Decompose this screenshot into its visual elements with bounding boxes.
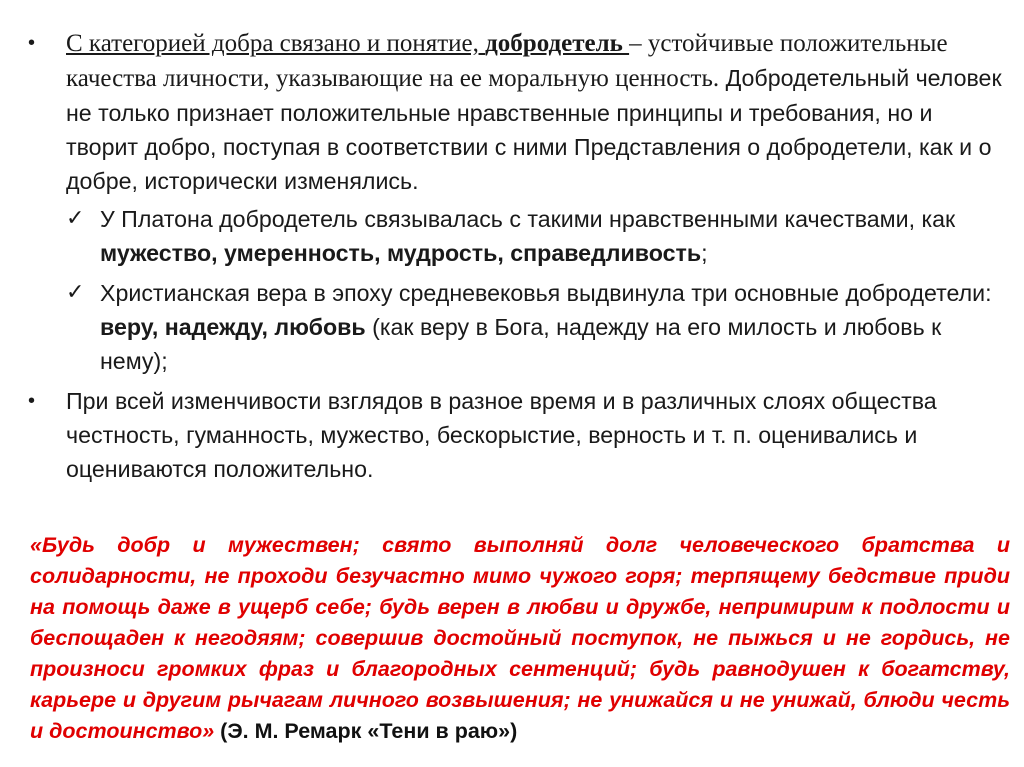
christian-virtues: веру, надежду, любовь xyxy=(100,314,366,340)
christian-text: Христианская вера в эпоху средневековья выдвинула три основные добродетели: xyxy=(100,280,992,306)
definition-lead: С категорией добра связано и понятие, xyxy=(66,30,486,57)
sub-item-christian xyxy=(66,276,1004,378)
bullet-icon: • xyxy=(28,390,36,412)
list-item-virtue-definition xyxy=(28,26,1004,378)
definition-text: – устойчивые положительные качества личности, указывающие на ее моральную ценность. xyxy=(66,30,948,92)
sub-item-plato xyxy=(66,202,1004,270)
remarque-quote xyxy=(30,530,1010,747)
definition-term: добродетель xyxy=(485,30,630,57)
plato-text: У Платона добродетель связывалась с такими нравственными качествами, как xyxy=(100,206,956,232)
plato-end: ; xyxy=(701,240,708,266)
list-item-values xyxy=(28,384,1004,486)
checkmark-icon: ✓ xyxy=(66,206,85,231)
plato-virtues: мужество, умеренность, мудрость, справедливость xyxy=(100,240,702,266)
values-text: При всей изменчивости взглядов в разное время и в различных слоях общества честность, гуманность, мужество, бескорыстие, верность и т. п. оценивались и оцениваются положительно. xyxy=(66,388,937,482)
christian-end: (как веру в Бога, надежду на его милость и любовь к нему); xyxy=(100,314,942,374)
definition-body: Добродетельный человек не только признает положительные нравственные принципы и требования, но и творит добро, поступая в соответствии с ними Представления о добродетели, как и о добре, исторически изменялись. xyxy=(66,65,1002,194)
sub-list xyxy=(66,202,1004,378)
bullet-list xyxy=(28,26,1004,486)
checkmark-icon: ✓ xyxy=(66,280,85,305)
quote-text: «Будь добр и мужествен; свято выполняй долг человеческого братства и солидарности, не проходи безучастно мимо чужого горя; терпящему бедствие приди на помощь даже в ущерб себе; будь верен в любви и дружбе, непримирим к подлости и беспощаден к негодяям; совершив достойный поступок, не пыжься и не гордись, не произноси громких фраз и благородных сентенций; будь равнодушен к богатству, карьере и другим рычагам личного возвышения; не унижайся и не унижай, блюди честь и достоинство» xyxy=(30,533,1010,743)
quote-source: (Э. М. Ремарк «Тени в раю») xyxy=(214,719,518,743)
bullet-icon: • xyxy=(28,32,36,54)
